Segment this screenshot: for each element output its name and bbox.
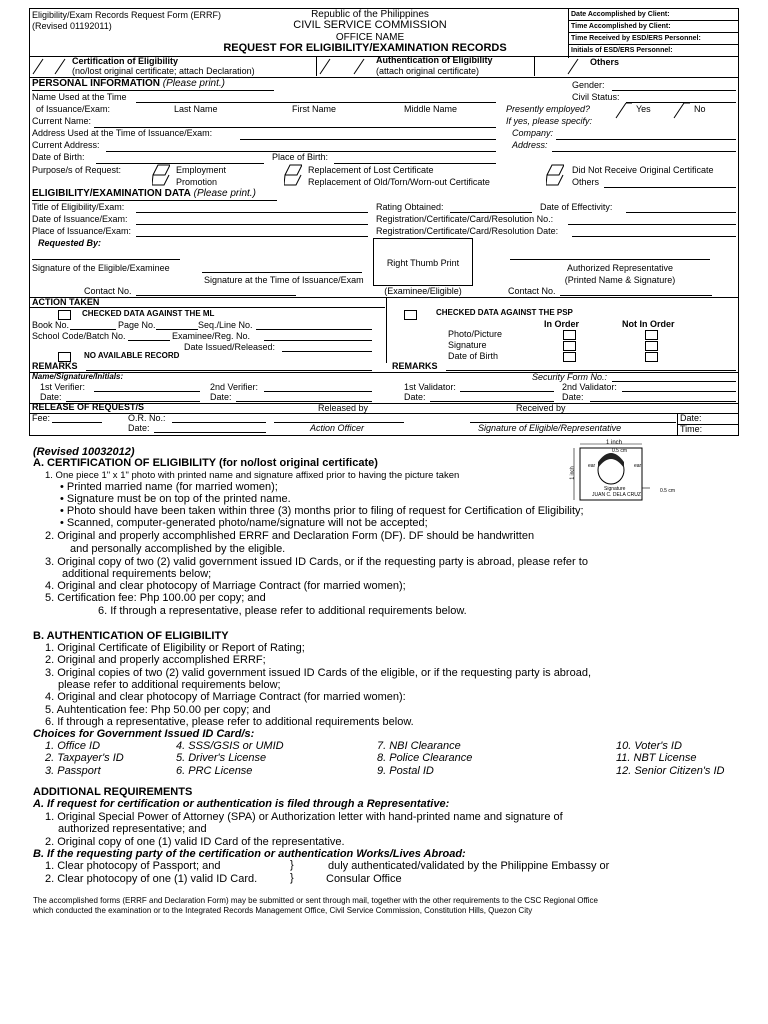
purpose-label: Purpose/s of Request: [32,165,122,175]
purpose-box-2 [284,164,302,186]
or-line [172,422,266,423]
photo-name-label: JUAN C. DELA CRUZ [592,492,641,498]
seq-line [256,329,372,330]
psp-checkbox[interactable] [404,310,417,320]
auth-checkbox-right [352,58,372,75]
others-checkbox[interactable] [566,58,586,75]
side-box-line [568,32,739,33]
remarks-label-1: REMARKS [32,361,78,371]
fee-label: Fee: [32,413,51,423]
id-choice: 9. Postal ID [377,765,434,777]
remarks-label-2: REMARKS [392,361,438,371]
time-accomplished-label: Time Accomplished by Client: [571,23,671,30]
photo-inch-label: 1 inch [606,440,623,446]
choices-title: Choices for Government Issued ID Card/s: [33,728,255,740]
name-line [136,102,496,103]
req-a6: 6. If through a representative, please refer to additional requirements below. [98,605,467,617]
divider [29,297,739,298]
elig-date-label: Date of Issuance/Exam: [32,214,128,224]
effectivity-line [626,212,736,213]
address-issuance-label: Address Used at the Time of Issuance/Exam: [32,128,213,138]
personal-heading-text: PERSONAL INFORMATION [32,78,160,89]
elig-place-label: Place of Issuance/Exam: [32,226,132,236]
id-choice: 12. Senior Citizen's ID [616,765,725,777]
others-label: Others [590,57,620,67]
contact-label-1: Contact No. [84,286,132,296]
req-a1-bullet: • Signature must be on top of the printed name. [60,493,291,505]
req-a4: 4. Original and clear photocopy of Marriage Contract (for married women); [45,580,406,592]
gender-line [612,90,736,91]
verifier1-label: 1st Verifier: [40,382,86,392]
security-label: Security Form No.: [532,372,608,382]
add-b-note-1: duly authenticated/validated by the Philippine Embassy or [328,860,610,872]
sig-eligible-label: Signature of the Eligible/Examinee [32,263,170,273]
action-divider [386,297,387,363]
add-b1: 1. Clear photocopy of Passport; and [45,860,221,872]
current-address-label: Current Address: [32,140,100,150]
id-choice: 8. Police Clearance [377,752,473,764]
ml-label: CHECKED DATA AGAINST THE ML [82,309,215,318]
footnote-1: The accomplished forms (ERRF and Declaration Form) may be submitted or sent through mail, together with the other requirements to the CSC Regional Office [33,896,598,905]
release-heading: RELEASE OF REQUEST/S [32,402,145,412]
date-issued-label: Date Issued/Released: [184,342,276,352]
security-line [612,381,736,382]
validator1-date-label: Date: [404,392,426,402]
initials-label: Initials of ESD/ERS Personnel: [571,47,673,54]
side-box-line [568,20,739,21]
action-heading: ACTION TAKEN [32,297,100,307]
id-choice: 6. PRC License [176,765,253,777]
released-by-label: Released by [318,403,369,413]
office-name: OFFICE NAME [335,32,405,43]
remarks-line-2 [446,370,736,371]
received-by-label: Received by [516,403,566,413]
fee-line [52,422,102,423]
ml-checkbox[interactable] [58,310,71,320]
add-a2: 2. Original copy of one (1) valid ID Card of the representative. [45,836,345,848]
not-received-label: Did Not Receive Original Certificate [572,165,714,175]
elig-heading-note: (Please print.) [193,188,256,199]
elig-date-line [136,224,368,225]
release-date-label: Date: [128,423,150,433]
divider [29,372,739,373]
personal-heading [32,79,225,90]
no-checkbox[interactable] [672,102,692,119]
sig-eligible-line [32,259,180,260]
school-line [128,340,170,341]
book-label: Book No. [32,320,70,330]
brace-symbol: } [290,872,294,884]
page-label: Page No. [118,320,156,330]
yes-label: Yes [636,104,651,114]
examinee-reg-line [264,340,372,341]
photo-in-order-box[interactable] [563,330,576,340]
auth-rep-label: Authorized Representative [566,263,674,273]
sig-not-in-order-box[interactable] [645,341,658,351]
first-name-label: First Name [292,104,337,114]
dob-not-in-order-box[interactable] [645,352,658,362]
promotion-label: Promotion [176,177,218,187]
thumb-print-label: Right Thumb Print [386,258,460,268]
sig-issuance-label: Signature at the Time of Issuance/Exam [204,275,364,285]
reg-no-label: Registration/Certificate/Card/Resolution No.: [376,214,554,224]
date-issued-line [282,351,372,352]
elig-title-line [136,212,368,213]
employed-label: Presently employed? [506,104,591,114]
rating-label: Rating Obtained: [376,202,444,212]
validator1-date-line [430,401,554,402]
add-b-note-2: Consular Office [326,873,402,885]
req-a1-bullet: • Photo should have been taken within three (3) months prior to filing of request for Certification of Eligibility; [60,505,584,517]
rating-line [450,212,532,213]
name-used-label: Name Used at the Time [32,92,127,102]
photo-ear-label: ear [634,463,642,469]
req-a1-bullet: • Scanned, computer-generated photo/name/signature will not be accepted; [60,517,428,529]
pob-label: Place of Birth: [272,152,329,162]
reg-date-line [572,236,736,237]
cert-checkbox-right [53,58,73,75]
footnote-2: which conducted the examination or to the Integrated Records Management Office, Civil Service Commission, Constitution Hills, Quezon City [33,906,533,915]
req-b6: 6. If through a representative, please refer to additional requirements below. [45,716,414,728]
seq-label: Seq./Line No. [198,320,253,330]
req-b4: 4. Original and clear photocopy of Marriage Contract (for married women): [45,691,406,703]
req-a1: 1. One piece 1" x 1" photo with printed name and signature affixed prior to having the picture taken [45,470,460,481]
address-issuance-line [240,139,496,140]
thumb-print-note: (Examinee/Eligible) [384,286,462,296]
side-box-line [568,44,739,45]
requested-by-label: Requested By: [38,238,102,248]
of-issuance-label: of Issuance/Exam: [36,104,111,114]
verifier2-line [264,391,372,392]
auth-checkbox[interactable] [318,58,338,75]
photo-size-label: 0.5 cm [612,448,628,454]
current-name-label: Current Name: [32,116,92,126]
auth-rep-line [510,259,710,260]
auth-note: (attach original certificate) [376,66,480,76]
sig-rep-label: Signature of Eligible/Representative [478,423,622,433]
heading-underline [32,200,277,201]
psp-dob-label: Date of Birth [448,351,499,361]
signature-label: Signature [448,340,487,350]
lost-cert-label: Replacement of Lost Certificate [308,165,434,175]
contact-line-1 [136,295,296,296]
book-line [70,329,116,330]
form-code: Eligibility/Exam Records Request Form (ERRF) [32,10,222,20]
id-choice: 1. Office ID [45,740,101,752]
photo-label: Photo/Picture [448,329,503,339]
section-b-title: B. AUTHENTICATION OF ELIGIBILITY [33,630,229,642]
req-a2: 2. Original and properly accomphlished ERRF and Declaration Form (DF). DF should be handwritten [45,530,535,542]
republic-label: Republic of the Philippines [311,9,429,20]
photo-width-label: 0.5 cm [660,488,676,494]
date-accomplished-label: Date Accomplished by Client: [571,11,670,18]
id-choice: 10. Voter's ID [616,740,682,752]
id-choice: 11. NBT License [616,752,697,764]
additional-b-title: B. If the requesting party of the certification or authentication Works/Lives Abroad: [33,848,466,860]
personal-heading-note: (Please print.) [162,78,225,89]
elig-title-label: Title of Eligibility/Exam: [32,202,125,212]
divider [316,56,317,76]
id-choice: 4. SSS/GSIS or UMID [176,740,284,752]
cert-label: Certification of Eligibility [72,56,179,66]
validator2-date-label: Date: [562,392,584,402]
purpose-others-label: Others [572,177,600,187]
dob-in-order-box[interactable] [563,352,576,362]
not-in-order-label: Not In Order [622,319,675,329]
verifier1-date-label: Date: [40,392,62,402]
contact-line-2 [560,295,712,296]
yes-checkbox[interactable] [614,102,634,119]
form-title: REQUEST FOR ELIGIBILITY/EXAMINATION RECORDS [223,42,507,54]
section-a-title: A. CERTIFICATION OF ELIGIBILITY (for no/lost original certificate) [33,457,378,469]
req-b3: 3. Original copies of two (2) valid government issued ID Cards of the eligible, or if the requesting party is abroad, [45,667,591,679]
civil-status-label: Civil Status: [572,92,620,102]
gender-label: Gender: [572,80,605,90]
agency-name: CIVIL SERVICE COMMISSION [293,19,447,31]
last-name-label: Last Name [174,104,218,114]
req-a3b: additional requirements below; [62,568,212,580]
id-choice: 2. Taxpayer's ID [45,752,124,764]
elig-heading-text: ELIGIBILITY/EXAMINATION DATA [32,188,191,199]
company-label: Company: [512,128,554,138]
cert-checkbox[interactable] [31,58,51,75]
purpose-box-1 [152,164,170,186]
reg-no-line [568,224,736,225]
officer-label: Action Officer [310,423,365,433]
time-received-label: Time Received by ESD/ERS Personnel: [571,35,701,42]
dob-label: Date of Birth: [32,152,85,162]
req-b5: 5. Auhtentication fee: Php 50.00 per copy; and [45,704,271,716]
divider [29,307,385,308]
effectivity-label: Date of Effectivity: [540,202,613,212]
req-a3: 3. Original copy of two (2) valid government issued ID Cards, or if the requesting party is abroad, please refer to [45,556,588,568]
validator1-line [460,391,554,392]
no-label: No [694,104,706,114]
id-choice: 7. NBI Clearance [377,740,461,752]
employment-label: Employment [176,165,227,175]
id-choice: 3. Passport [45,765,101,777]
add-b2: 2. Clear photocopy of one (1) valid ID Card. [45,873,258,885]
additional-a-title: A. If request for certification or authentication is filed through a Representative: [33,798,450,810]
additional-title: ADDITIONAL REQUIREMENTS [33,786,193,798]
cert-note: (no/lost original certificate; attach Declaration) [72,66,255,76]
form-revised: (Revised 01192011) [32,21,112,31]
or-label: O.R. No.: [128,413,166,423]
verifier2-date-label: Date: [210,392,232,402]
req-a5: 5. Certification fee: Php 100.00 per copy; and [45,592,266,604]
name-sig-label: Name/Signature/Initials: [32,372,124,381]
no-record-label: NO AVAILABLE RECORD [84,351,180,360]
validator2-line [622,391,736,392]
divider [534,56,535,76]
purpose-others-line [604,187,736,188]
heading-underline [32,90,274,91]
photo-ear-label: ear [588,463,596,469]
auth-rep-note: (Printed Name & Signature) [564,275,676,285]
contact-label-2: Contact No. [508,286,556,296]
elig-heading [32,189,256,200]
dob-line [96,163,264,164]
release-date2-label: Date: [680,413,702,423]
requirements-revised: (Revised 10032012) [33,446,135,458]
pob-line [334,163,496,164]
req-a1-bullet: • Printed married name (for married women); [60,481,278,493]
release-time-label: Time: [680,424,703,434]
verifier1-line [94,391,200,392]
middle-name-label: Middle Name [404,104,458,114]
validator1-label: 1st Validator: [404,382,456,392]
page-line [156,329,198,330]
company-line [556,139,736,140]
sig-issuance-line [202,272,362,273]
reg-date-label: Registration/Certificate/Card/Resolution Date: [376,226,559,236]
sig-in-order-box[interactable] [563,341,576,351]
photo-not-in-order-box[interactable] [645,330,658,340]
in-order-label: In Order [544,319,580,329]
photo-height-label: 1 inch [569,466,576,480]
req-a2b: and personally accomplished by the eligible. [70,543,286,555]
add-a1: 1. Original Special Power of Attorney (SPA) or Authorization letter with hand-printed name and signature of [45,811,563,823]
photo-signature-label: Signature [604,486,626,492]
validator2-date-line [590,401,736,402]
purpose-box-3 [546,164,564,186]
validator2-label: 2nd Validator: [562,382,617,392]
req-b2: 2. Original and properly accomplished ERRF; [45,654,266,666]
brace-symbol: } [290,859,294,871]
examinee-reg-label: Examinee/Reg. No. [172,331,251,341]
add-a1b: authorized representative; and [58,823,207,835]
old-cert-label: Replacement of Old/Torn/Worn-out Certificate [308,177,490,187]
psp-label: CHECKED DATA AGAINST THE PSP [436,308,573,317]
verifier2-date-line [236,401,372,402]
auth-label: Authentication of Eligibility [376,55,493,65]
verifier2-label: 2nd Verifier: [210,382,259,392]
req-b3b: please refer to additional requirements below; [58,679,281,691]
req-b1: 1. Original Certificate of Eligibility or Report of Rating; [45,642,305,654]
school-label: School Code/Batch No. [32,331,126,341]
elig-place-line [136,236,368,237]
address-label: Address: [512,140,548,150]
address-line [552,151,736,152]
specify-label: If yes, please specify: [506,116,593,126]
side-box-left-border [568,8,569,58]
remarks-line-1 [86,370,372,371]
release-date-line [154,432,266,433]
id-choice: 5. Driver's License [176,752,267,764]
